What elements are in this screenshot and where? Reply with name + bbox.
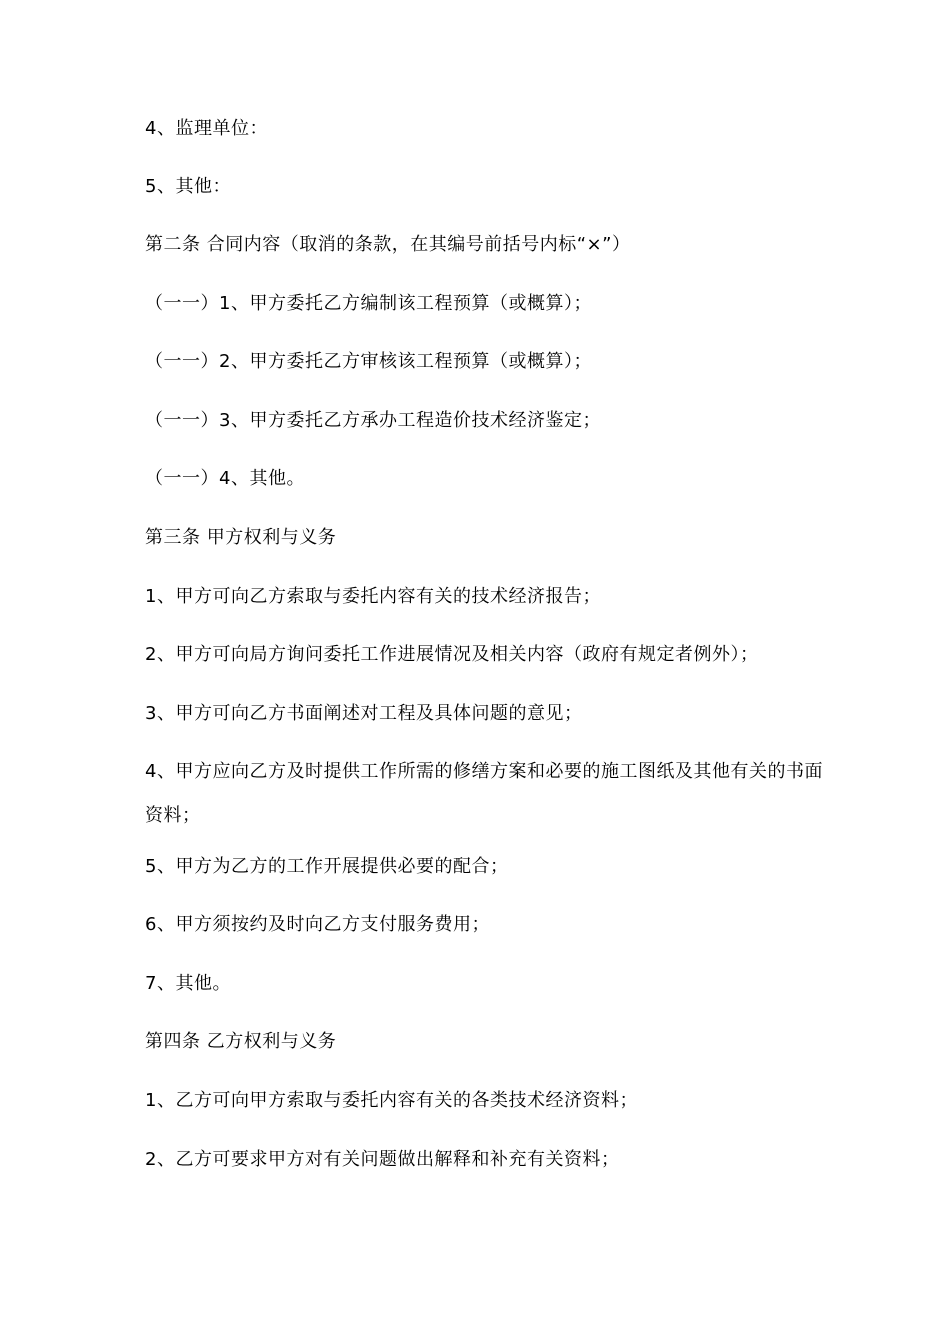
- article-3-item-3: 3、甲方可向乙方书面阐述对工程及具体问题的意见；: [145, 703, 583, 724]
- article-4-heading: 第四条 乙方权利与义务: [145, 1031, 337, 1052]
- article-2-item-2: （一一）2、甲方委托乙方审核该工程预算（或概算）；: [145, 351, 592, 372]
- article-3-item-7: 7、其他。: [145, 973, 231, 994]
- article-4-item-1: 1、乙方可向甲方索取与委托内容有关的各类技术经济资料；: [145, 1090, 638, 1111]
- article-2-item-4: （一一）4、其他。: [145, 468, 305, 489]
- article-4-item-2: 2、乙方可要求甲方对有关问题做出解释和补充有关资料；: [145, 1149, 620, 1170]
- article-3-heading: 第三条 甲方权利与义务: [145, 527, 337, 548]
- article-2-item-3: （一一）3、甲方委托乙方承办工程造价技术经济鉴定；: [145, 410, 601, 431]
- article-3-item-4: 4、甲方应向乙方及时提供工作所需的修缮方案和必要的施工图纸及其他有关的书面资料；: [145, 761, 823, 826]
- article-2-heading: 第二条 合同内容（取消的条款，在其编号前括号内标“×”）: [145, 234, 631, 255]
- clause-other-1: 5、其他：: [145, 176, 231, 197]
- clause-supervision-unit: 4、监理单位：: [145, 118, 268, 139]
- article-3-item-5: 5、甲方为乙方的工作开展提供必要的配合；: [145, 856, 509, 877]
- article-2-item-1: （一一）1、甲方委托乙方编制该工程预算（或概算）；: [145, 293, 592, 314]
- article-3-item-6: 6、甲方须按约及时向乙方支付服务费用；: [145, 914, 490, 935]
- article-3-item-2: 2、甲方可向局方询问委托工作进展情况及相关内容（政府有规定者例外）；: [145, 644, 759, 665]
- article-3-item-1: 1、甲方可向乙方索取与委托内容有关的技术经济报告；: [145, 586, 601, 607]
